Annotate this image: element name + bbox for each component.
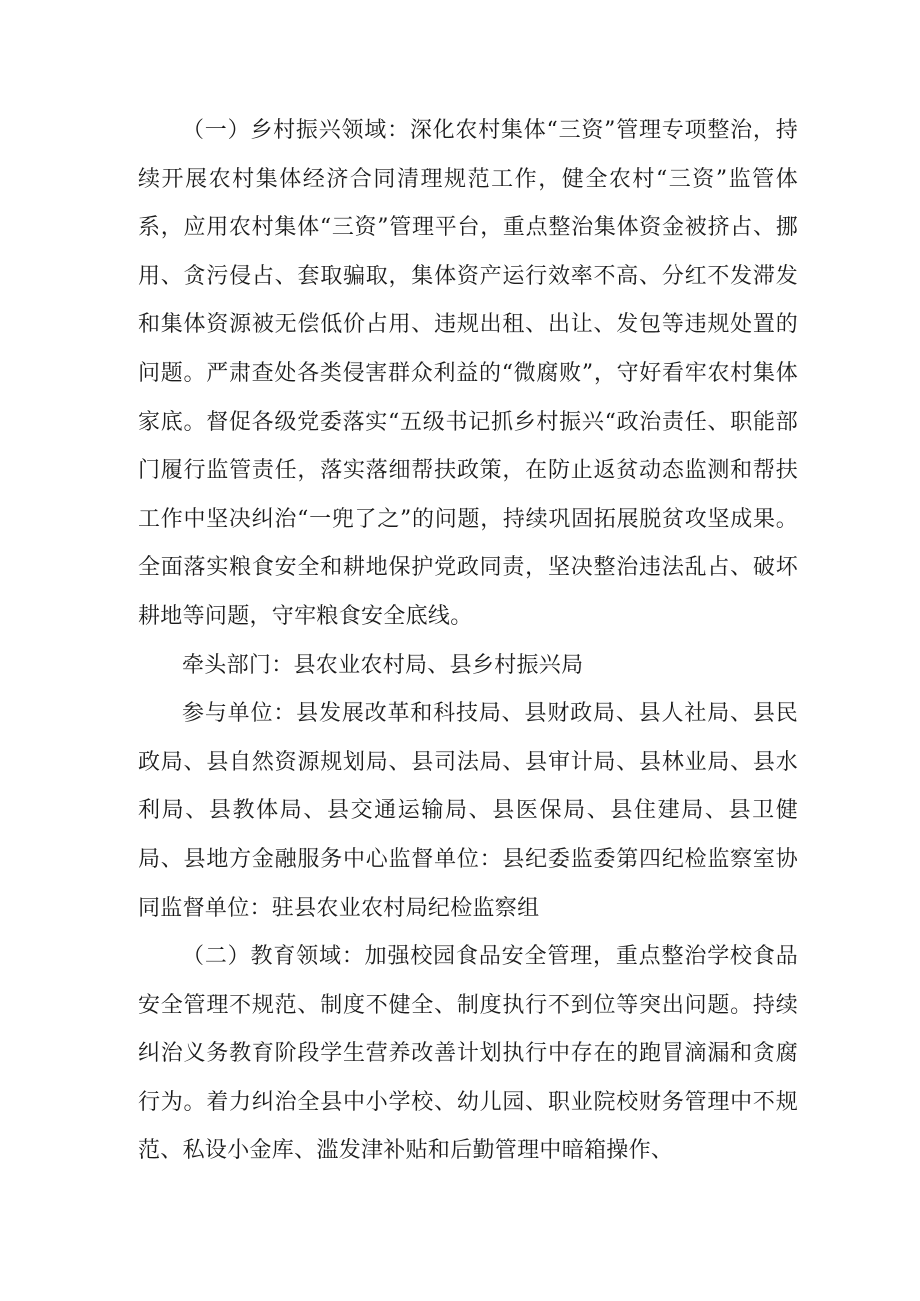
paragraph-rural-revitalization: （一）乡村振兴领域：深化农村集体“三资”管理专项整治，持续开展农村集体经济合同清理规范工作，健全农村“三资”监管体系，应用农村集体“三资”管理平台，重点整治集体资金被挤占、挪用、贪污侵占、套取骗取，集体资产运行效率不高、分红不发滞发和集体资源被无偿低价占用、违规出租、出让、发包等违规处置的问题。严肃查处各类侵害群众利益的“微腐败”，守好看牢农村集体家底。督促各级党委落实“五级书记抓乡村振兴“政治责任、职能部门履行监管责任，落实落细帮扶政策，在防止返贫动态监测和帮扶工作中坚决纠治“一兜了之”的问题，持续巩固拓展脱贫攻坚成果。全面落实粮食安全和耕地保护党政同责，坚决整治违法乱占、破坏耕地等问题，守牢粮食安全底线。	[138, 118, 798, 629]
paragraph-participating-units: 参与单位：县发展改革和科技局、县财政局、县人社局、县民政局、县自然资源规划局、县司法局、县审计局、县林业局、县水利局、县教体局、县交通运输局、县医保局、县住建局、县卫健局、县地方金融服务中心监督单位：县纪委监委第四纪检监察室协同监督单位：驻县农业农村局纪检监察组	[138, 701, 798, 921]
document-body	[138, 107, 798, 1176]
paragraph-lead-department: 牵头部门：县农业农村局、县乡村振兴局	[182, 652, 584, 678]
paragraph-education: （二）教育领域：加强校园食品安全管理，重点整治学校食品安全管理不规范、制度不健全、制度执行不到位等突出问题。持续纠治义务教育阶段学生营养改善计划执行中存在的跑冒滴漏和贪腐行为。着力纠治全县中小学校、幼儿园、职业院校财务管理中不规范、私设小金库、滥发津补贴和后勤管理中暗箱操作、	[138, 944, 798, 1164]
